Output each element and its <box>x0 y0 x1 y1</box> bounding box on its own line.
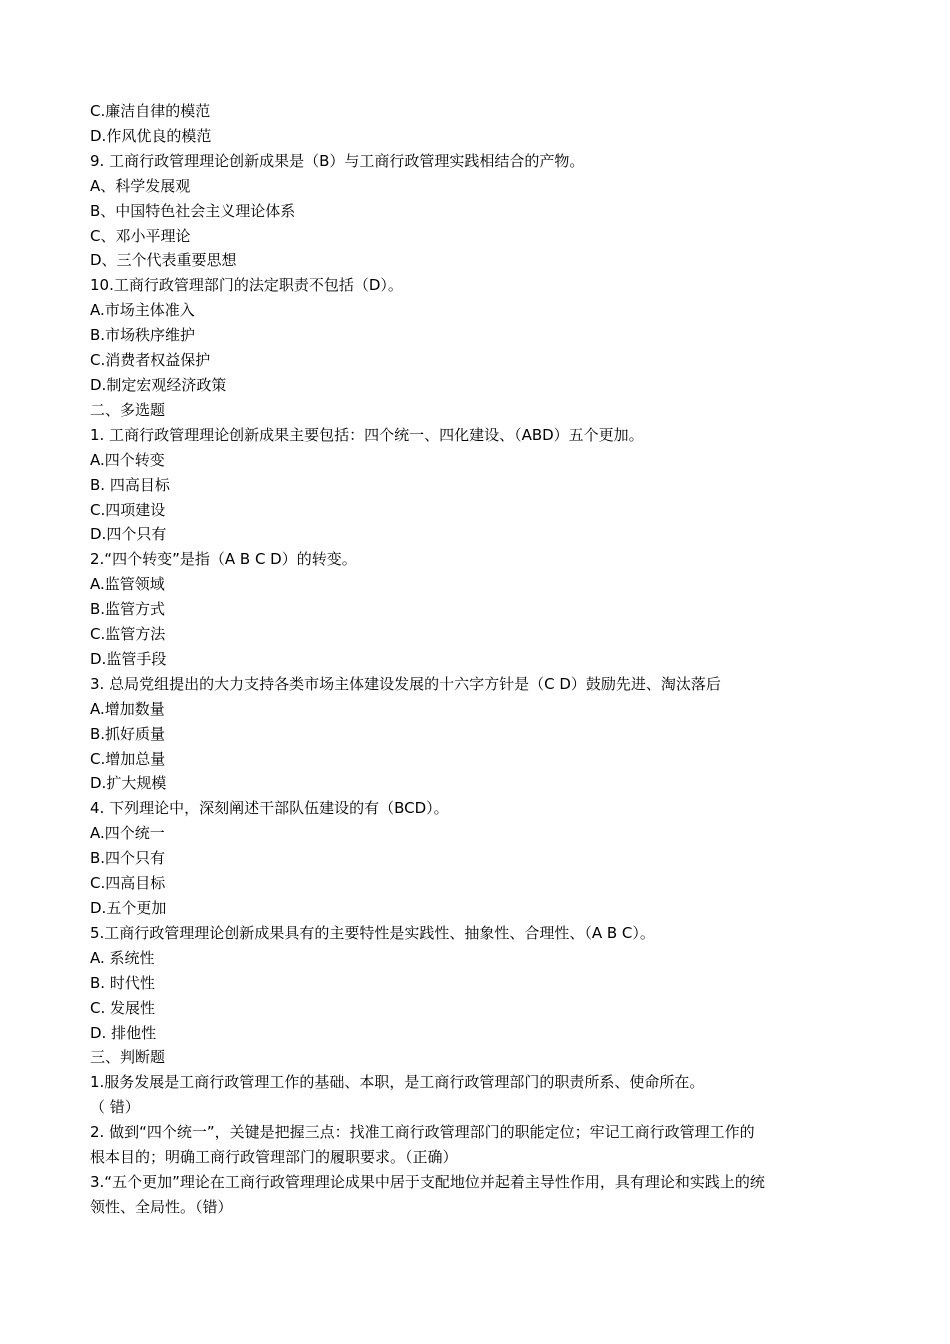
mc1-option-a: A.四个转变 <box>90 450 165 469</box>
mc-question-4: 4. 下列理论中，深刻阐述干部队伍建设的有（BCD）。 <box>90 799 449 818</box>
mc1-option-b: B. 四高目标 <box>90 475 170 494</box>
q9-option-d: D、三个代表重要思想 <box>90 251 237 270</box>
tf-question-2-line-1: 2. 做到“四个统一”，关键是把握三点：找准工商行政管理部门的职能定位；牢记工商行政管理工作的 <box>90 1123 755 1142</box>
section-heading-multiple-choice: 二、多选题 <box>90 400 166 419</box>
mc4-option-b: B.四个只有 <box>90 849 166 868</box>
q10-option-d: D.制定宏观经济政策 <box>90 375 227 394</box>
mc5-option-a: A. 系统性 <box>90 948 155 967</box>
mc-question-5: 5.工商行政管理理论创新成果具有的主要特性是实践性、抽象性、合理性、（A B C）。 <box>90 923 655 942</box>
tf-question-1-answer: （ 错） <box>90 1098 140 1117</box>
option-d-line: D.作风优良的模范 <box>90 126 212 145</box>
document-page <box>90 99 860 1220</box>
tf-question-2-line-2: 根本目的；明确工商行政管理部门的履职要求。（正确） <box>90 1148 458 1167</box>
tf-question-1: 1.服务发展是工商行政管理工作的基础、本职，是工商行政管理部门的职责所系、使命所在。 <box>90 1073 705 1092</box>
mc1-option-c: C.四项建设 <box>90 500 166 519</box>
q10-option-b: B.市场秩序维护 <box>90 326 196 345</box>
q9-option-a: A、科学发展观 <box>90 176 191 195</box>
mc1-option-d: D.四个只有 <box>90 525 167 544</box>
tf-question-3-line-2: 领性、全局性。（错） <box>90 1197 233 1216</box>
question-10: 10.工商行政管理部门的法定职责不包括（D）。 <box>90 276 403 295</box>
option-c-line: C.廉洁自律的模范 <box>90 102 211 120</box>
mc-question-2: 2.“四个转变”是指（A B C D）的转变。 <box>90 550 357 569</box>
mc3-option-c: C.增加总量 <box>90 749 166 768</box>
section-heading-true-false: 三、判断题 <box>90 1048 166 1067</box>
q9-option-b: B、中国特色社会主义理论体系 <box>90 201 296 220</box>
tf-question-3-line-1: 3.“五个更加”理论在工商行政管理理论成果中居于支配地位并起着主导性作用，具有理论和实践上的统 <box>90 1172 765 1191</box>
mc4-option-d: D.五个更加 <box>90 899 167 917</box>
mc5-option-b: B. 时代性 <box>90 973 155 992</box>
mc3-option-b: B.抓好质量 <box>90 724 166 743</box>
q10-option-a: A.市场主体准入 <box>90 301 195 320</box>
mc5-option-d: D. 排他性 <box>90 1023 157 1042</box>
mc5-option-c: C. 发展性 <box>90 998 156 1017</box>
q9-option-c: C、邓小平理论 <box>90 226 191 245</box>
mc2-option-c: C.监管方法 <box>90 625 166 644</box>
mc3-option-a: A.增加数量 <box>90 699 165 718</box>
mc4-option-a: A.四个统一 <box>90 824 165 843</box>
mc-question-1: 1. 工商行政管理理论创新成果主要包括：四个统一、四化建设、（ABD）五个更加。 <box>90 425 644 444</box>
mc2-option-b: B.监管方式 <box>90 600 166 619</box>
mc2-option-a: A.监管领域 <box>90 575 165 594</box>
question-9: 9. 工商行政管理理论创新成果是（B）与工商行政管理实践相结合的产物。 <box>90 151 585 170</box>
mc3-option-d: D.扩大规模 <box>90 774 167 793</box>
mc2-option-d: D.监管手段 <box>90 649 167 668</box>
mc-question-3: 3. 总局党组提出的大力支持各类市场主体建设发展的十六字方针是（C D）鼓励先进、淘汰落后 <box>90 674 721 693</box>
q10-option-c: C.消费者权益保护 <box>90 351 211 370</box>
mc4-option-c: C.四高目标 <box>90 874 166 893</box>
